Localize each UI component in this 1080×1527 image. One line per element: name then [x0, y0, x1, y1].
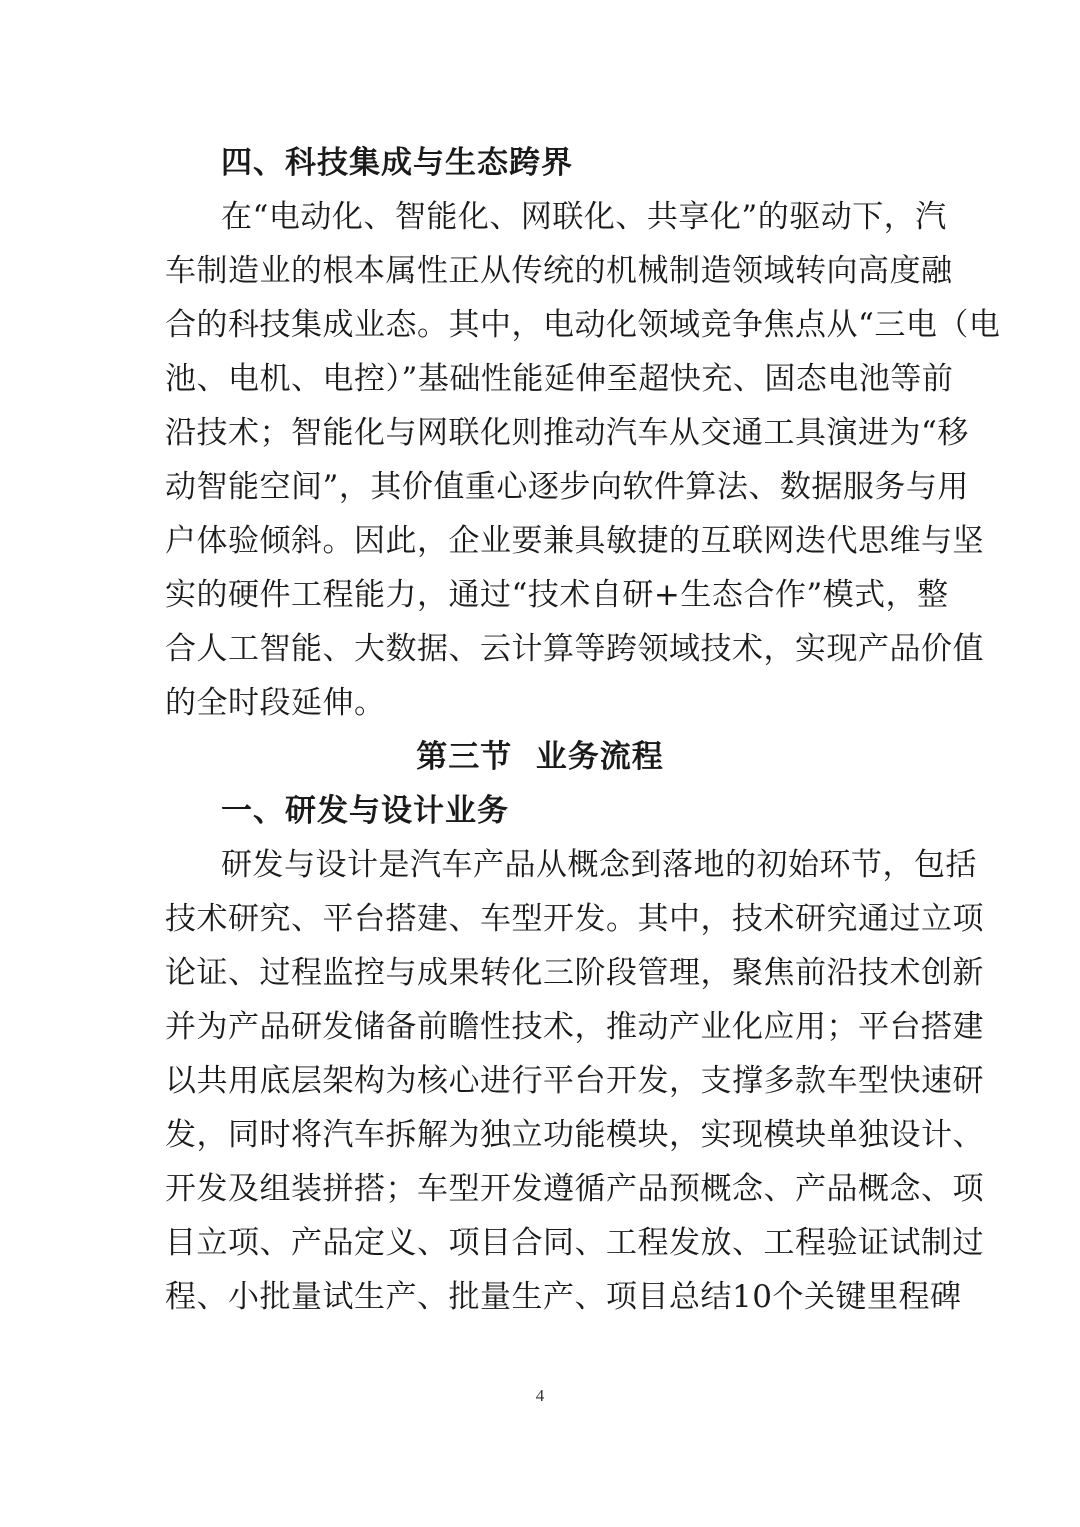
paragraph-line: 以共用底层架构为核心进行平台开发，支撑多款车型快速研: [165, 1063, 984, 1099]
paragraph-line: 在“电动化、智能化、网联化、共享化”的驱动下，汽: [221, 199, 947, 235]
paragraph-line: 合的科技集成业态。其中，电动化领域竞争焦点从“三电（电: [165, 307, 1001, 343]
paragraph-line: 研发与设计是汽车产品从概念到落地的初始环节，包括: [221, 847, 977, 883]
paragraph-line: 的全时段延伸。: [165, 685, 386, 721]
paragraph-line: 户体验倾斜。因此，企业要兼具敏捷的互联网迭代思维与坚: [165, 523, 984, 559]
paragraph-line: 沿技术；智能化与网联化则推动汽车从交通工具演进为“移: [165, 415, 969, 451]
paragraph-line: 池、电机、电控）”基础性能延伸至超快充、固态电池等前: [165, 361, 954, 397]
paragraph-line: 车制造业的根本属性正从传统的机械制造领域转向高度融: [165, 253, 953, 289]
paragraph-line: 程、小批量试生产、批量生产、项目总结10个关键里程碑: [165, 1279, 962, 1315]
heading-rd-design: 一、研发与设计业务: [221, 793, 509, 829]
heading-technology-integration: 四、科技集成与生态跨界: [221, 145, 573, 181]
paragraph-line: 论证、过程监控与成果转化三阶段管理，聚焦前沿技术创新: [165, 955, 984, 991]
paragraph-line: 并为产品研发储备前瞻性技术，推动产业化应用；平台搭建: [165, 1009, 984, 1045]
page-number: 4: [535, 1386, 545, 1405]
paragraph-line: 实的硬件工程能力，通过“技术自研+生态合作”模式，整: [165, 577, 949, 613]
paragraph-line: 发，同时将汽车拆解为独立功能模块，实现模块单独设计、: [165, 1117, 984, 1153]
paragraph-line: 合人工智能、大数据、云计算等跨领域技术，实现产品价值: [165, 631, 984, 667]
paragraph-line: 目立项、产品定义、项目合同、工程发放、工程验证试制过: [165, 1225, 984, 1261]
paragraph-line: 开发及组装拼搭；车型开发遵循产品预概念、产品概念、项: [165, 1171, 984, 1207]
paragraph-line: 动智能空间”，其价值重心逐步向软件算法、数据服务与用: [165, 469, 969, 505]
section-title: 第三节 业务流程: [416, 739, 664, 775]
paragraph-line: 技术研究、平台搭建、车型开发。其中，技术研究通过立项: [165, 901, 984, 937]
